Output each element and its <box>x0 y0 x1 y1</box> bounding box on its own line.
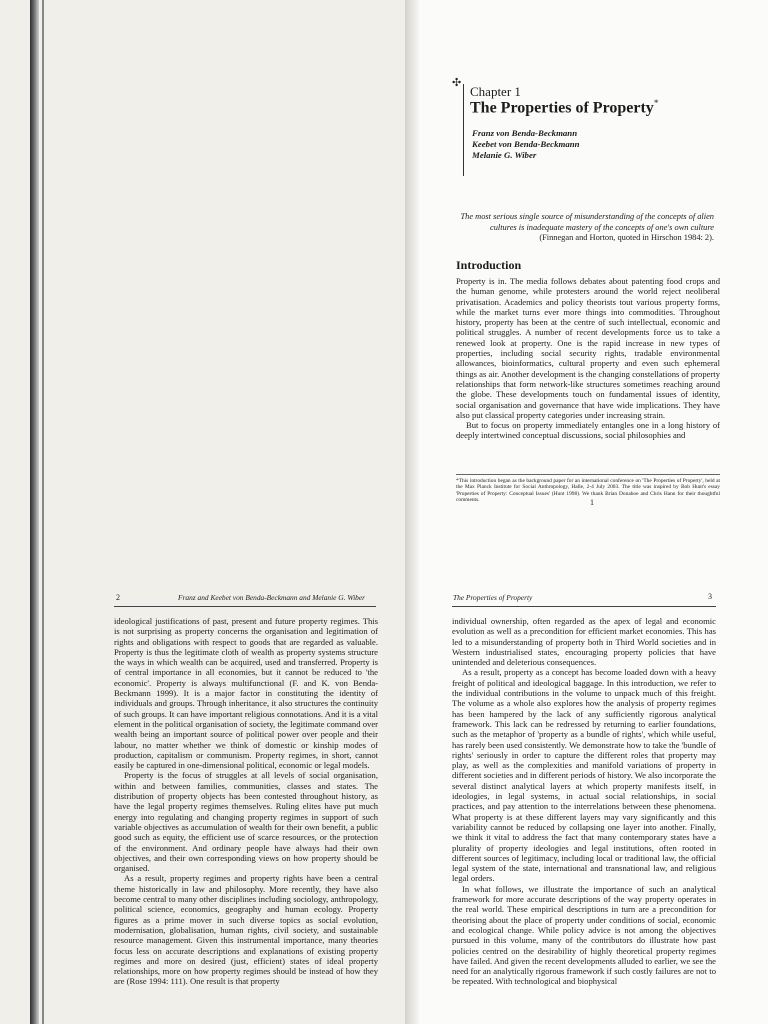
chapter-title <box>470 98 658 117</box>
page-3-body <box>452 616 716 987</box>
paragraph: Property is in. The media follows debates about patenting food crops and the human genome, while protesters around the world reject neoliberal privatisation. Academics and policy theorists tout various property forms, while the market turns ever more things into commodities. Throughout history, property has been at the centre of such intellectual, economic and political struggles. A number of recent developments force us to take a renewed look at property. One is the rapid increase in new types of properties, including social security rights, tradable environmental allowances, bioinformatics, cultural property and even such ephemeral things as air. Another development is the changing constellations of property relationships that form network-like structures sometimes reaching around the globe. These developments touch on fundamental issues of identity, social organisation and governance that have wide implications. They have also put classical property categories under increasing strain. <box>456 276 720 420</box>
chapter-ornament-icon: ✣ <box>452 77 462 89</box>
spine-shadow-line <box>42 0 44 512</box>
page-number: 3 <box>708 592 712 601</box>
paragraph: In what follows, we illustrate the importance of such an analytical framework for more accurate descriptions of the way property operates in the real world. These empirical descriptions in turn are a precondition for theorising about the place of property under conditions of social, economic and ecological change. While policy advice is not among the objectives pursued in this volume, many of the contributors do illustrate how past policies centred on the desirability of highly theoretical property regimes have failed. And given the recent developments alluded to earlier, we see the need for an analytically rigorous framework if such costly failures are not to be repeated. With technological and biophysical <box>452 883 716 987</box>
page-number: 2 <box>116 593 120 602</box>
blank-left-page <box>0 0 405 512</box>
section-heading: Introduction <box>456 258 522 272</box>
paragraph: As a result, property regimes and property rights have been a central theme historically in law and philosophy. More recently, they have also become central to many other disciplines including sociology, anthropology, political science, economics, geography and human ecology. Property figures as a prime mover in such diverse topics as social evolution, modernisation, globalisation, human rights, civil society, and sustainable resource management. Given this instrumental importance, many theories focus less on accurate descriptions and explanations of existing property regimes and more on desired (just, efficient) states of ideal property relationships, more on how property regimes should be instead of how they are (Rose 1994: 111). One result is that property <box>114 873 378 987</box>
book-gutter <box>405 0 419 512</box>
epigraph-line: The most serious single source of misunderstanding of the concepts of alien <box>460 212 714 221</box>
chapter-label: Chapter 1 <box>470 84 521 99</box>
author-name: Keebet von Benda-Beckmann <box>472 139 580 149</box>
header-rule <box>114 606 376 607</box>
paragraph: ideological justifications of past, present and future property regimes. This is not surprising as property concerns the organisation and legitimation of rights and obligations with respect to goods that are regarded as valuable. Property is thus the legitimate cloth of wealth as property systems structure the ways in which wealth can be acquired, used and transferred. Property is of central importance in all economies, but it cannot be reduced to 'the economic'. Property is always multifunctional (F. and K. von Benda-Beckmann 1999). It is a major factor in constituting the identity of individuals and groups. Through inheritance, it also structures the continuity of such groups. It can have important religious connotations. And it is a vital element in the political organisation of society, the legitimate command over wealth being an important source of political power over people and their labour, no matter whether we think of domestic or kinship modes of production, capitalism or communism. Property regimes, in short, cannot easily be captured in one-dimensional political, economic or legal models. <box>114 616 378 771</box>
book-spine-edge <box>30 0 39 512</box>
introduction-body <box>456 276 720 441</box>
spine-shadow-line <box>42 512 44 1024</box>
epigraph-citation: (Finnegan and Horton, quoted in Hirschon 1984: 2). <box>539 233 714 242</box>
paragraph: individual ownership, often regarded as the apex of legal and economic evolution as well as a precondition for efficient market economies. This has led to a misunderstanding of property both in Third World societies and in Western industrialised states, encouraging property policies that have unintended and deleterious consequences. <box>452 616 716 668</box>
footnote-rule <box>456 474 720 475</box>
title-footnote-marker: * <box>653 98 659 108</box>
author-name: Melanie G. Wiber <box>472 150 537 160</box>
epigraph <box>456 212 714 244</box>
epigraph-line: cultures is inadequate mastery of the concepts of one's own culture <box>490 222 714 232</box>
chapter-vertical-rule <box>463 84 464 176</box>
chapter-title-text: The Properties of Property <box>470 99 654 117</box>
page-2-body <box>114 616 378 987</box>
book-spine-edge <box>30 512 39 1024</box>
footnote: *This introduction began as the background paper for an international conference on 'The Properties of Property', held at the Max Planck Institute for Social Anthropology, Halle, 2-4 July 2003. The title was inspired by Bob Hunt's essay 'Properties of Property: Conceptual Issues' (Hunt 1998). We thank Brian Donahoe and Chris Hann for their thoughtful comments. <box>456 478 720 504</box>
running-head: The Properties of Property <box>453 593 533 602</box>
page-number: 1 <box>590 498 594 507</box>
header-rule <box>452 606 716 607</box>
author-name: Franz von Benda-Beckmann <box>472 128 578 138</box>
paragraph: But to focus on property immediately entangles one in a long history of deeply intertwined conceptual discussions, social philosophies and <box>456 420 720 441</box>
paragraph: As a result, property as a concept has become loaded down with a heavy freight of political and ideological baggage. In this introduction, we refer to the individual contributions in the volume to unpack much of this freight. The volume as a whole also explores how the analysis of property regimes has been hampered by the lack of any sufficiently rigorous analytical framework. This lack can be redressed by returning to earlier foundations, such as the metaphor of 'property as a bundle of rights', which while useful, has rarely been used consistently. We demonstrate how to take the 'bundle of rights' seriously in order to capture the different roles that property may play, as well as the complexities and manifold variations of property in different societies and in different periods of history. We also incorporate the several distinct analytical layers at which property manifests itself, in ideologies, in legal systems, in actual social relationships, in social practices, and pay attention to the interrelations between these phenomena. What property is at these different layers may vary significantly and this variability cannot be reduced by collapsing one layer into another. Finally, we think it vital to address the fact that many contemporary states have a plurality of property ideologies and legal institutions, often rooted in different sources of legitimacy, including local or traditional law, the official legal system of the state, international and transnational law, and religious legal orders. <box>452 667 716 884</box>
author-list <box>472 128 580 161</box>
paragraph: Property is the focus of struggles at all levels of social organisation, within and between families, communities, classes and states. The distribution of property objects has been contested throughout history, as have the legal property regimes themselves. Ruling elites have put much energy into regulating and changing property regimes in support of such variable objectives as accumulation of wealth for their own benefit, a public good such as equity, the efficient use of scarce resources, or the protection of the environment. And ordinary people have always had their own objectives, and their own corresponding views on how property should be organised. <box>114 770 378 874</box>
book-gutter <box>405 512 419 1024</box>
running-head: Franz and Keebet von Benda-Beckmann and Melanie G. Wiber <box>178 593 365 602</box>
